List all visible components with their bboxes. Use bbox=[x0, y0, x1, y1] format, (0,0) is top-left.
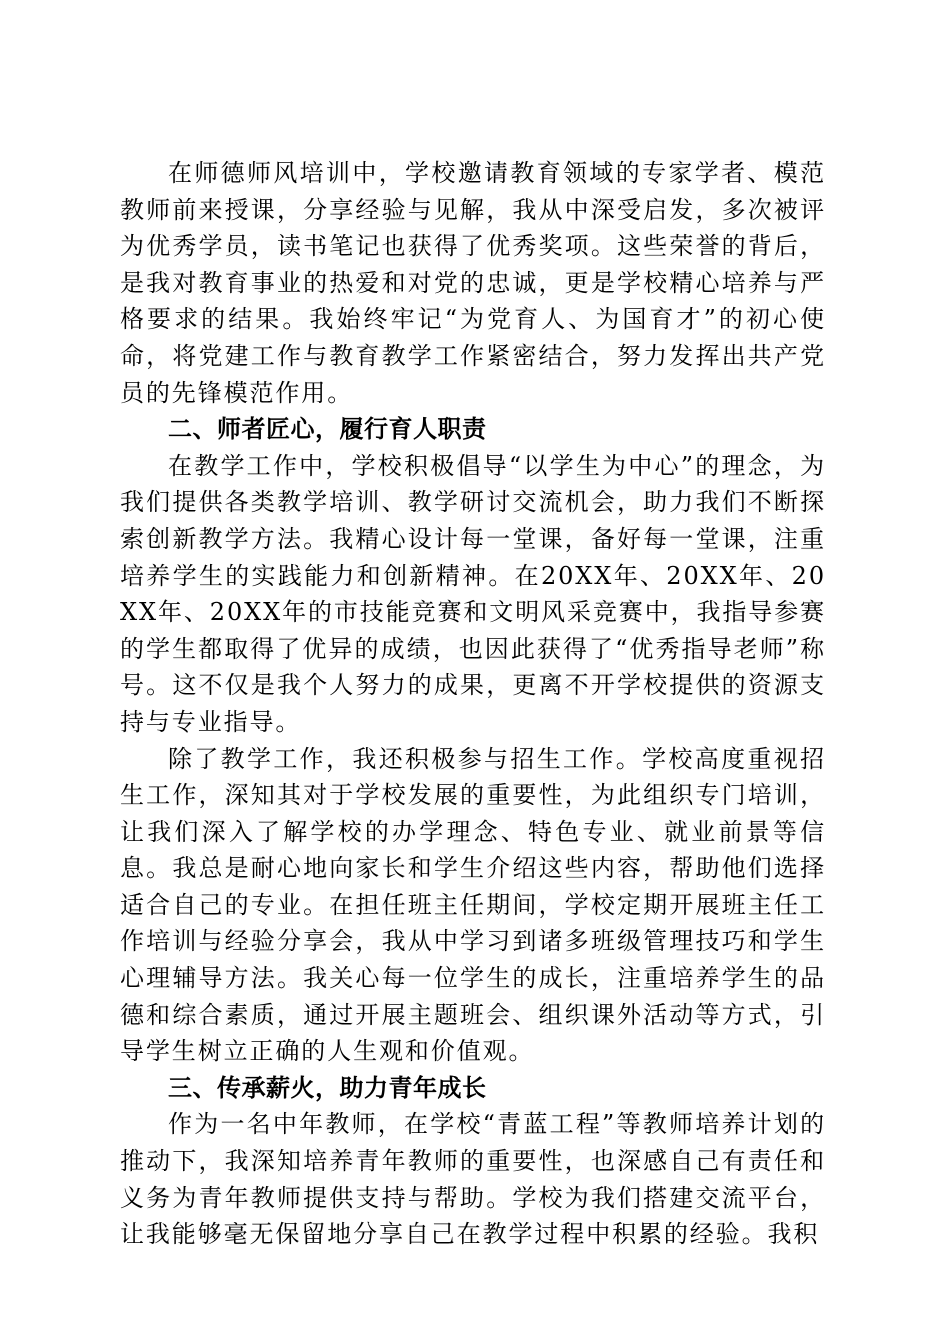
paragraph-party-training: 在师德师风培训中，学校邀请教育领域的专家学者、模范教师前来授课，分享经验与见解，我从中深受启发，多次被评为优秀学员，读书笔记也获得了优秀奖项。这些荣誉的背后，是我对教育事业的热爱和对党的忠诚，更是学校精心培养与严格要求的结果。我始终牢记“为党育人、为国育才”的初心使命，将党建工作与教育教学工作紧密结合，努力发挥出共产党员的先锋模范作用。 bbox=[120, 159, 826, 407]
section-heading-2: 二、师者匠心，履行育人职责 bbox=[168, 415, 487, 444]
section-heading-3: 三、传承薪火，助力青年成长 bbox=[168, 1073, 487, 1102]
paragraph-mentoring: 作为一名中年教师，在学校“青蓝工程”等教师培养计划的推动下，我深知培养青年教师的重要性，也深感自己有责任和义务为青年教师提供支持与帮助。学校为我们搭建交流平台，让我能够毫无保留地分享自己在教学过程中积累的经验。我积 bbox=[120, 1110, 826, 1249]
document-page bbox=[120, 155, 826, 1253]
paragraph-enrollment-work: 除了教学工作，我还积极参与招生工作。学校高度重视招生工作，深知其对于学校发展的重要性，为此组织专门培训，让我们深入了解学校的办学理念、特色专业、就业前景等信息。我总是耐心地向家长和学生介绍这些内容，帮助他们选择适合自己的专业。在担任班主任期间，学校定期开展班主任工作培训与经验分享会，我从中学习到诸多班级管理技巧和学生心理辅导方法。我关心每一位学生的成长，注重培养学生的品德和综合素质，通过开展主题班会、组织课外活动等方式，引导学生树立正确的人生观和价值观。 bbox=[120, 744, 826, 1066]
paragraph-teaching-work: 在教学工作中，学校积极倡导“以学生为中心”的理念，为我们提供各类教学培训、教学研讨交流机会，助力我们不断探索创新教学方法。我精心设计每一堂课，备好每一堂课，注重培养学生的实践能力和创新精神。在20XX年、20XX年、20XX年、20XX年的市技能竞赛和文明风采竞赛中，我指导参赛的学生都取得了优异的成绩，也因此获得了“优秀指导老师”称号。这不仅是我个人努力的成果，更离不开学校提供的资源支持与专业指导。 bbox=[120, 451, 826, 736]
